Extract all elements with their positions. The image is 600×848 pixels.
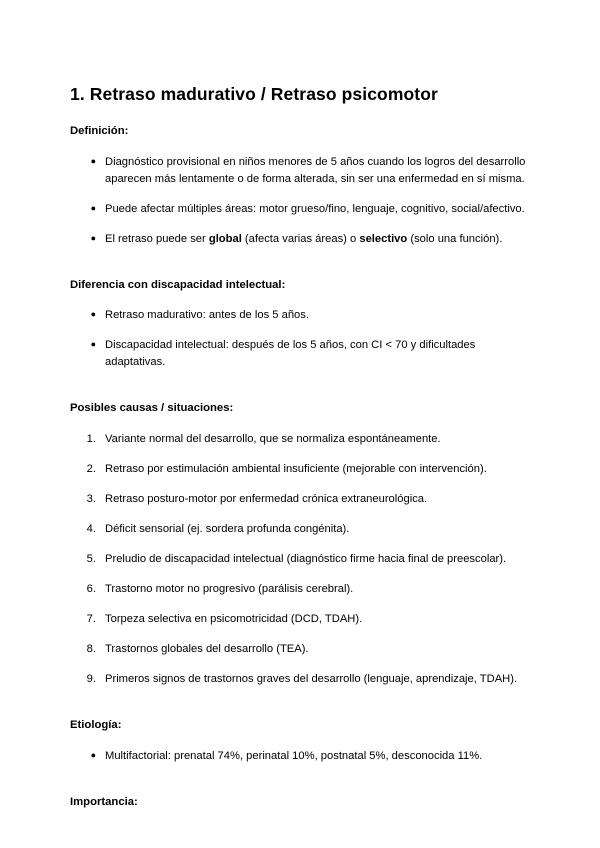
list-number: 2. bbox=[86, 463, 96, 476]
list-item bbox=[70, 337, 532, 371]
list-item-text: Preludio de discapacidad intelectual (diagnóstico firme hacia final de preescolar). bbox=[105, 553, 507, 566]
section-heading: Definición: bbox=[70, 124, 129, 137]
list-item bbox=[70, 231, 532, 248]
section bbox=[70, 795, 532, 810]
list-number: 7. bbox=[86, 613, 96, 626]
list-number: 6. bbox=[86, 583, 96, 596]
list-item bbox=[70, 551, 532, 568]
spacer bbox=[70, 733, 532, 748]
bullet-icon: ● bbox=[90, 155, 96, 166]
list-item-text: Primeros signos de trastornos graves del desarrollo (lenguaje, aprendizaje, TDAH). bbox=[105, 673, 518, 686]
section-heading: Etiología: bbox=[70, 719, 122, 732]
list-item-text: Torpeza selectiva en psicomotricidad (DCD, TDAH). bbox=[105, 613, 363, 626]
list-item-text: Retraso por estimulación ambiental insuficiente (mejorable con intervención). bbox=[105, 463, 487, 476]
bulleted-list bbox=[70, 307, 532, 371]
list-number: 9. bbox=[86, 673, 96, 686]
section-heading: Diferencia con discapacidad intelectual: bbox=[70, 278, 286, 291]
spacer bbox=[70, 416, 532, 431]
list-number: 1. bbox=[86, 433, 96, 445]
section-heading: Importancia: bbox=[70, 795, 138, 808]
spacer bbox=[70, 139, 532, 154]
list-number: 5. bbox=[86, 553, 96, 566]
list-item-text: Diagnóstico provisional en niños menores de 5 años cuando los logros del desarrollo aparecen más lentamente o de forma alterada, sin ser una enfermedad en sí misma. bbox=[105, 155, 526, 185]
list-item bbox=[70, 581, 532, 598]
list-number: 4. bbox=[86, 523, 96, 536]
document-body bbox=[70, 84, 532, 810]
list-item-text: Variante normal del desarrollo, que se normaliza espontáneamente. bbox=[105, 433, 441, 445]
list-item bbox=[70, 461, 532, 478]
spacer bbox=[70, 248, 532, 278]
list-number: 3. bbox=[86, 493, 96, 506]
list-item-text: Puede afectar múltiples áreas: motor grueso/fino, lenguaje, cognitivo, social/afectivo. bbox=[105, 202, 525, 215]
list-item-text: Trastornos globales del desarrollo (TEA). bbox=[105, 643, 309, 656]
list-item-text: Trastorno motor no progresivo (parálisis cerebral). bbox=[105, 583, 354, 596]
section bbox=[70, 401, 532, 688]
list-item bbox=[70, 748, 532, 765]
list-item bbox=[70, 201, 532, 218]
bullet-icon: ● bbox=[90, 749, 96, 760]
list-item-text: Multifactorial: prenatal 74%, perinatal 10%, postnatal 5%, desconocida 11%. bbox=[105, 749, 483, 762]
list-number: 8. bbox=[86, 643, 96, 656]
section bbox=[70, 124, 532, 248]
spacer bbox=[70, 371, 532, 401]
page-title: 1. Retraso madurativo / Retraso psicomotor bbox=[70, 84, 438, 104]
section bbox=[70, 278, 532, 372]
numbered-list bbox=[70, 431, 532, 688]
section-heading: Posibles causas / situaciones: bbox=[70, 402, 234, 415]
list-item bbox=[70, 671, 532, 688]
list-item bbox=[70, 641, 532, 658]
bullet-icon: ● bbox=[90, 202, 96, 213]
bullet-icon: ● bbox=[90, 339, 96, 350]
spacer bbox=[70, 292, 532, 307]
spacer bbox=[70, 765, 532, 795]
list-item bbox=[70, 307, 532, 324]
bullet-icon: ● bbox=[90, 309, 96, 320]
list-item bbox=[70, 491, 532, 508]
list-item-text: Retraso madurativo: antes de los 5 años. bbox=[105, 309, 309, 322]
sections-container bbox=[70, 124, 532, 810]
list-item bbox=[70, 154, 532, 188]
section bbox=[70, 718, 532, 765]
bullet-icon: ● bbox=[90, 232, 96, 243]
list-item bbox=[70, 521, 532, 538]
list-item bbox=[70, 431, 532, 448]
spacer bbox=[70, 688, 532, 718]
list-item bbox=[70, 611, 532, 628]
list-item-text: Déficit sensorial (ej. sordera profunda congénita). bbox=[105, 523, 350, 536]
list-item-text: El retraso puede ser global (afecta varias áreas) o selectivo (solo una función). bbox=[105, 232, 503, 245]
bulleted-list bbox=[70, 748, 532, 765]
list-item-text: Retraso posturo-motor por enfermedad crónica extraneurológica. bbox=[105, 493, 428, 506]
bulleted-list bbox=[70, 154, 532, 248]
list-item-text: Discapacidad intelectual: después de los 5 años, con CI < 70 y dificultades adaptativas. bbox=[105, 339, 476, 369]
